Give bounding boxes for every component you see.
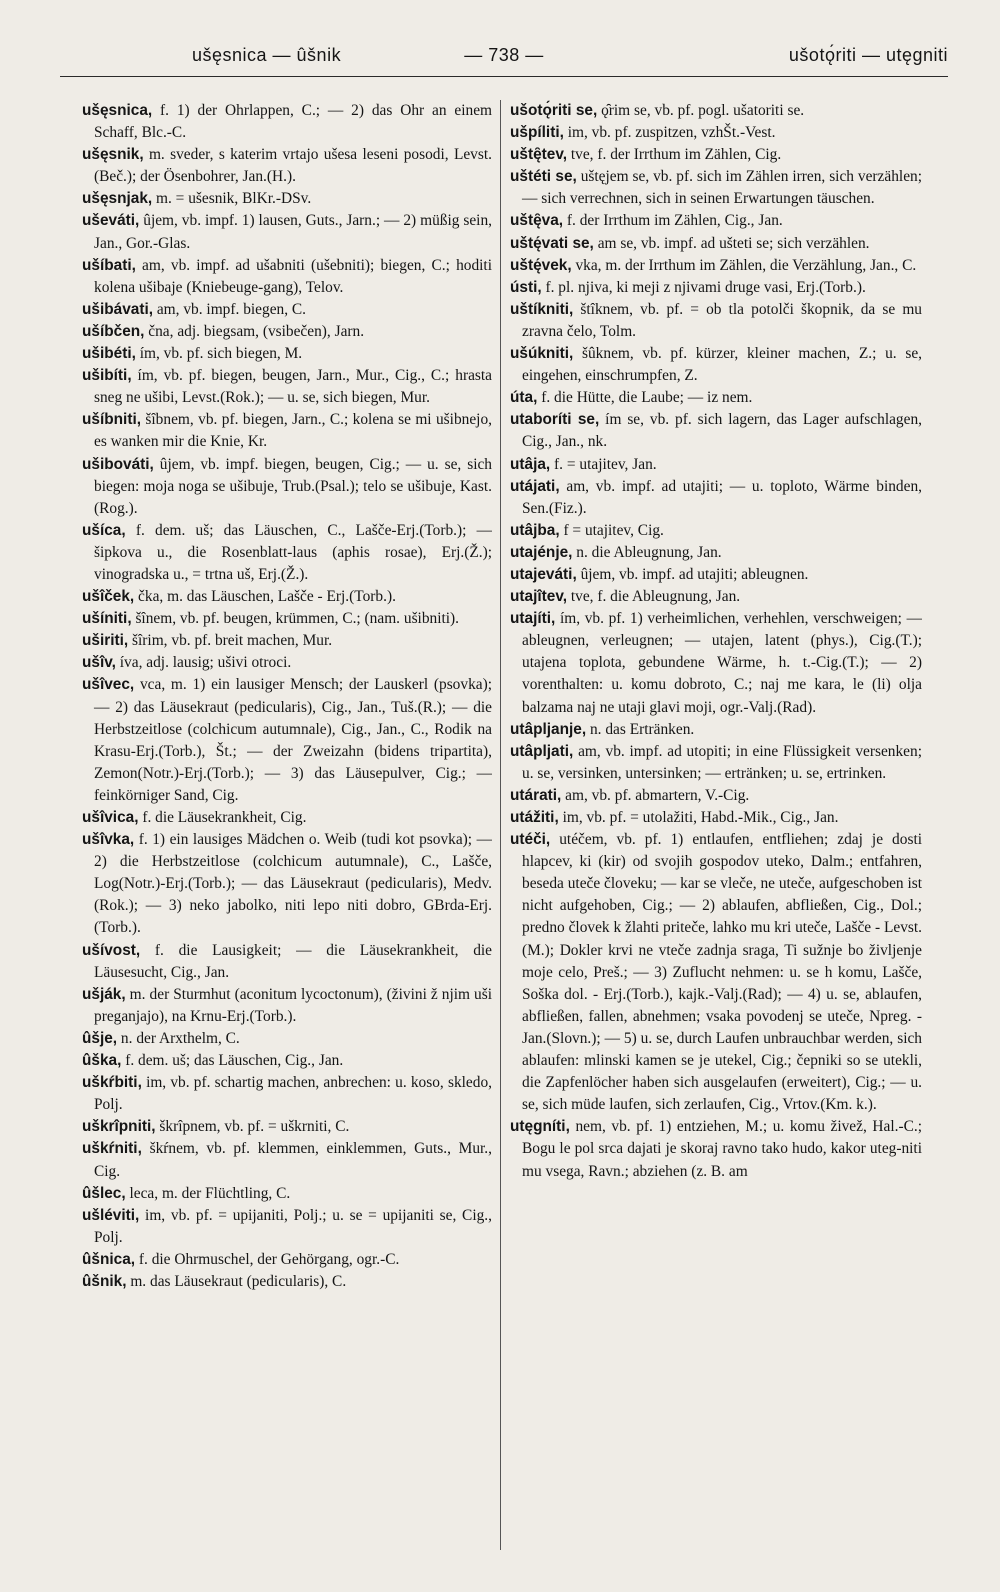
dictionary-entry xyxy=(82,299,492,321)
entry-definition: ûjem, vb. impf. ad utajiti; ableugnen. xyxy=(576,565,809,583)
entry-headword: ušpíliti, xyxy=(510,124,564,142)
entry-headword: uštę̑va, xyxy=(510,212,564,230)
entry-headword: ušęsnica, xyxy=(82,102,153,119)
entry-headword: utęgníti, xyxy=(510,1118,570,1136)
entry-headword: uškrîpniti, xyxy=(82,1118,156,1136)
dictionary-entry xyxy=(510,343,922,387)
entry-headword: ûška, xyxy=(82,1052,122,1070)
running-header xyxy=(60,40,948,77)
entry-definition: ím, vb. pf. sich biegen, M. xyxy=(135,345,303,363)
dictionary-entry xyxy=(82,1028,492,1050)
dictionary-entry xyxy=(510,719,922,741)
entry-definition: ím, vb. pf. biegen, beugen, Jarn., Mur., Cig., C.; hrasta sneg ne ušibi, Levst.(Rok.); — u. se, sich biegen, Mur. xyxy=(94,367,492,407)
entry-headword: utâpljanje, xyxy=(510,720,587,738)
entry-headword: ušîček, xyxy=(82,588,135,606)
entry-definition: m. = ušesnik, BlKr.-DSv. xyxy=(152,190,312,208)
entry-headword: utéči, xyxy=(510,831,551,849)
entry-definition: nem, vb. pf. 1) entziehen, M.; u. komu živež, Hal.-C.; Bogu le pol srca dajati je skoraj ravno tako hudo, kakor uteg-niti mu vsega, Ravn.; abziehen (z. B. am xyxy=(522,1118,922,1180)
entry-definition: am, vb. impf. ad utopiti; in eine Flüssigkeit versenken; u. se, versinken, untersinken; — ertränken; u. se, ertrinken. xyxy=(522,742,922,782)
header-left-guide-words: ušęsnica — ûšnik xyxy=(192,45,342,65)
dictionary-entry xyxy=(510,829,922,1116)
entry-headword: ušíbčen, xyxy=(82,322,145,340)
entry-headword: uševáti, xyxy=(82,212,140,230)
entry-definition: im, vb. pf. zuspitzen, vzhŠt.-Vest. xyxy=(563,124,776,142)
entry-headword: ušúkniti, xyxy=(510,345,574,363)
entry-headword: utâja, xyxy=(510,455,551,473)
entry-definition: n. der Arxthelm, C. xyxy=(117,1029,240,1047)
entry-definition: ûjem, vb. impf. biegen, beugen, Cig.; — u. se, sich biegen: moja noga se ušibuje, Trub.(Psal.); telo se ušibuje, Kast.(Rog.). xyxy=(94,455,492,517)
entry-definition: šîrim, vb. pf. breit machen, Mur. xyxy=(128,632,333,650)
dictionary-entry xyxy=(510,233,922,255)
entry-headword: utâpljati, xyxy=(510,742,574,760)
entry-headword: ušíbati, xyxy=(82,256,136,274)
entry-definition: am, vb. pf. abmartern, V.-Cig. xyxy=(561,786,750,804)
dictionary-entry xyxy=(82,984,492,1028)
dictionary-entry xyxy=(82,1183,492,1205)
entry-headword: ûšnica, xyxy=(82,1250,136,1268)
entry-headword: uštę́vati se, xyxy=(510,234,594,252)
entry-headword: ušîv, xyxy=(82,654,116,672)
dictionary-entry xyxy=(510,542,922,564)
entry-headword: uštéti se, xyxy=(510,168,577,186)
entry-definition: škŕnem, vb. pf. klemmen, einklemmen, Guts., Mur., Cig. xyxy=(94,1140,492,1180)
entry-definition: leca, m. der Flüchtling, C. xyxy=(125,1184,291,1202)
entry-headword: utajénje, xyxy=(510,543,573,561)
left-column xyxy=(82,100,492,1568)
entry-definition: m. sveder, s katerim vrtajo ušesa leseni posodi, Levst.(Beč.); der Ösenbohrer, Jan.(H.). xyxy=(94,146,492,186)
dictionary-entry xyxy=(82,940,492,984)
entry-headword: uštę̑tev, xyxy=(510,146,568,164)
entry-headword: utaboríti se, xyxy=(510,411,600,429)
entry-headword: ušíbniti, xyxy=(82,411,141,429)
entry-headword: uštę́vek, xyxy=(510,256,572,274)
entry-headword: ûšje, xyxy=(82,1029,118,1047)
entry-definition: vka, m. der Irrthum im Zählen, die Verzählung, Jan., C. xyxy=(571,256,917,274)
entry-headword: ušîvec, xyxy=(82,676,135,694)
entry-headword: ušléviti, xyxy=(82,1206,140,1224)
entry-definition: utéčem, vb. pf. 1) entlaufen, entfliehen; zdaj je dosti hlapcev, ki (kir) od svojih gospodov uteko, Dalm.; entfahren, beseda uteče človeku; — kar se vleče, ne uteče, aufgeschoben ist nicht aufgehoben, Cig.; — 2) ablaufen, abfließen, Cig., Dol.; predno človek k žlahti priteče, lahko mu kri uteče, Lašče - Levst.(M.); Dokler krvi ne vteče zadnja sraga, Ti sužnje bo življenje moje celo, Preš.; — 3) Zuflucht nehmen: u. se h komu, Lašče, Soška dol. - Erj.(Torb.), kajk.-Valj.(Rad); — 4) u. se, ablaufen, abfließen, fallen, abnehmen; vsaka povodenj se uteče, Npreg. - Jan.(Slovn.); — 5) u. se, durch Laufen unbrauchbar werden, sich ablaufen: mlinski kamen se je utekel, Cig.; čepniki so se utekli, die Zapfenlöcher haben sich ausgelaufen (erweitert), Cig.; — u. se, sich müde laufen, sich zerlaufen, Cig., Vrtov.(Km. k.). xyxy=(522,831,922,1114)
dictionary-entry xyxy=(510,144,922,166)
entry-definition: šînem, vb. pf. beugen, krümmen, C.; (nam. ušibniti). xyxy=(131,610,460,628)
entry-definition: im, vb. pf. = utolažiti, Habd.-Mik., Cig., Jan. xyxy=(558,809,839,826)
header-right-guide-words: ušotǫ́riti — utęgniti xyxy=(788,45,948,65)
entry-definition: f. die Läusekrankheit, Cig. xyxy=(138,809,307,826)
dictionary-entry xyxy=(510,409,922,453)
entry-definition: n. die Ableugnung, Jan. xyxy=(572,543,722,561)
entry-definition: f. 1) ein lausiges Mädchen o. Weib (tudi kot psovka); — 2) die Herbstzeitlose (colchicum autumnale), C., Lašče, Log(Notr.)-Erj.(Torb.); — das Läusekraut (pedicularis), Medv.(Rok.); — 3) neko jabolko, niti lepo niti dobro, GBrda-Erj.(Torb.). xyxy=(94,831,492,937)
dictionary-entry xyxy=(510,586,922,608)
entry-headword: utâjba, xyxy=(510,521,560,539)
entry-headword: ûšlec, xyxy=(82,1184,126,1202)
dictionary-entry xyxy=(82,255,492,299)
entry-definition: f. die Ohrmuschel, der Gehörgang, ogr.-C. xyxy=(135,1250,400,1268)
dictionary-entry xyxy=(510,166,922,210)
dictionary-entry xyxy=(510,299,922,343)
entry-definition: m. das Läusekraut (pedicularis), C. xyxy=(126,1272,347,1290)
entry-definition: ím, vb. pf. 1) verheimlichen, verhehlen, verschweigen; — ableugnen, verleugnen; — utajen, latent (phys.), Cig.(T.); utajena toplota, gebundene Wärme, h. t.-Cig.(T.); — 2) vorenthalten: u. komu dobroto, C.; naj me kara, le (li) olja balzama naj ne utaji glavi moji, ogr.-Valj.(Rad). xyxy=(522,610,922,716)
dictionary-entry xyxy=(510,454,922,476)
entry-headword: utajîtev, xyxy=(510,588,568,606)
entry-headword: ušibávati, xyxy=(82,300,153,318)
dictionary-entry xyxy=(510,564,922,586)
dictionary-entry xyxy=(82,188,492,210)
page-number: — 738 — xyxy=(464,45,544,65)
dictionary-entry xyxy=(82,608,492,630)
entry-headword: ušíca, xyxy=(82,521,126,539)
entry-headword: ušibíti, xyxy=(82,367,132,385)
dictionary-entry xyxy=(82,1205,492,1249)
dictionary-entry xyxy=(510,1116,922,1182)
entry-definition: f. die Hütte, die Laube; — iz nem. xyxy=(537,389,753,407)
dictionary-entry xyxy=(82,630,492,652)
dictionary-entry xyxy=(82,674,492,807)
dictionary-entry xyxy=(510,122,922,144)
dictionary-entry xyxy=(82,1050,492,1072)
entry-headword: utajeváti, xyxy=(510,565,577,583)
dictionary-entry xyxy=(510,277,922,299)
dictionary-entry xyxy=(510,387,922,409)
entry-headword: ušîvica, xyxy=(82,809,139,826)
dictionary-entry xyxy=(82,144,492,188)
entry-definition: íva, adj. lausig; ušivi otroci. xyxy=(115,654,292,672)
dictionary-entry xyxy=(82,1072,492,1116)
dictionary-entry xyxy=(82,1271,492,1293)
dictionary-entry xyxy=(82,343,492,365)
dictionary-entry xyxy=(510,608,922,718)
entry-definition: f. = utajitev, Jan. xyxy=(550,455,657,473)
entry-definition: f. dem. uš; das Läuschen, C., Lašče-Erj.(Torb.); — šipkova u., die Rosenblatt-laus (aphis rosae), Erj.(Ž.); vinogradska u., = trtna uš, Erj.(Ž.). xyxy=(94,521,492,583)
entry-definition: šûknem, vb. pf. kürzer, kleiner machen, Z.; u. se, eingehen, einschrumpfen, Z. xyxy=(522,345,922,385)
entry-headword: ušęsnik, xyxy=(82,146,144,164)
dictionary-entry xyxy=(82,1138,492,1182)
entry-definition: tve, f. die Ableugnung, Jan. xyxy=(567,588,741,606)
entry-definition: am, vb. impf. ad utajiti; — u. toploto, Wärme binden, Sen.(Fiz.). xyxy=(522,477,922,517)
entry-definition: šîbnem, vb. pf. biegen, Jarn., C.; kolena se mi ušibnejo, es wanken mir die Knie, Kr. xyxy=(94,411,492,451)
entry-definition: vca, m. 1) ein lausiger Mensch; der Lauskerl (psovka); — 2) das Läusekraut (pedicularis), Cig., Jan., Tuš.(R.); — die Herbstzeitlose (colchicum autumnale), Cig., Jan., C., Rodik na Krasu-Erj.(Torb.), Št.; — der Zweizahn (bidens tripartita), Zemon(Notr.)-Erj.(Torb.); — 3) das Läusepulver, Cig.; — feinkörniger Sand, Cig. xyxy=(94,676,492,804)
dictionary-entry xyxy=(510,476,922,520)
entry-headword: ušják, xyxy=(82,985,126,1003)
entry-headword: ušibováti, xyxy=(82,455,154,473)
entry-headword: ušívost, xyxy=(82,941,141,959)
entry-headword: úta, xyxy=(510,389,538,407)
dictionary-entry xyxy=(82,321,492,343)
entry-headword: ûšnik, xyxy=(82,1272,127,1290)
entry-definition: im, vb. pf. = upijaniti, Polj.; u. se = upijaniti se, Cig., Polj. xyxy=(94,1206,492,1246)
entry-definition: ûjem, vb. impf. 1) lausen, Guts., Jarn.; — 2) müßig sein, Jan., Gor.-Glas. xyxy=(94,212,492,252)
dictionary-entry xyxy=(510,210,922,232)
entry-definition: f. 1) der Ohrlappen, C.; — 2) das Ohr an einem Schaff, Blc.-C. xyxy=(94,102,492,142)
entry-headword: utárati, xyxy=(510,786,562,804)
entry-headword: ústi, xyxy=(510,278,542,296)
entry-definition: ǫ̑rim se, vb. pf. pogl. ušatoriti se. xyxy=(597,102,805,119)
entry-headword: uširiti, xyxy=(82,632,129,650)
entry-definition: ím se, vb. pf. sich lagern, das Lager aufschlagen, Cig., Jan., nk. xyxy=(522,411,922,451)
entry-definition: f. der Irrthum im Zählen, Cig., Jan. xyxy=(563,212,783,230)
entry-headword: utajíti, xyxy=(510,610,556,628)
entry-definition: čka, m. das Läuschen, Lašče - Erj.(Torb.). xyxy=(134,588,396,606)
entry-definition: am, vb. impf. biegen, C. xyxy=(153,300,307,318)
column-divider xyxy=(500,100,501,1550)
dictionary-entry xyxy=(82,652,492,674)
entry-headword: ušîvka, xyxy=(82,831,135,849)
entry-definition: škrîpnem, vb. pf. = uškrniti, C. xyxy=(155,1118,350,1136)
entry-headword: utájati, xyxy=(510,477,560,495)
dictionary-entry xyxy=(510,100,922,122)
dictionary-entry xyxy=(510,741,922,785)
right-column xyxy=(510,100,922,1568)
dictionary-entry xyxy=(82,807,492,829)
entry-definition: n. das Ertränken. xyxy=(586,720,695,738)
dictionary-entry xyxy=(82,210,492,254)
entry-definition: am se, vb. impf. ad ušteti se; sich verzählen. xyxy=(593,234,870,252)
dictionary-entry xyxy=(82,1116,492,1138)
entry-headword: ušęsnjak, xyxy=(82,190,153,208)
dictionary-entry xyxy=(82,520,492,586)
dictionary-entry xyxy=(82,409,492,453)
dictionary-entry xyxy=(82,829,492,939)
dictionary-entry xyxy=(82,586,492,608)
entry-headword: uštíkniti, xyxy=(510,300,574,318)
entry-definition: f = utajitev, Cig. xyxy=(559,521,664,539)
entry-headword: uškŕbiti, xyxy=(82,1074,142,1092)
entry-definition: uštęjem se, vb. pf. sich im Zählen irren, sich verzählen; — sich verrechnen, sich in seinen Erwartungen täuschen. xyxy=(522,168,922,208)
entry-definition: f. dem. uš; das Läuschen, Cig., Jan. xyxy=(121,1052,344,1070)
entry-headword: uškŕniti, xyxy=(82,1140,142,1158)
entry-definition: čna, adj. biegsam, (vsibečen), Jarn. xyxy=(144,322,365,340)
dictionary-entry xyxy=(82,454,492,520)
entry-definition: tve, f. der Irrthum im Zählen, Cig. xyxy=(567,146,782,164)
entry-definition: štîknem, vb. pf. = ob tla potolči škopnik, da se mu zravna čelo, Tolm. xyxy=(522,300,922,340)
dictionary-entry xyxy=(82,100,492,144)
entry-definition: f. pl. njiva, ki meji z njivami druge vasi, Erj.(Torb.). xyxy=(541,278,866,296)
dictionary-entry xyxy=(510,520,922,542)
entry-definition: m. der Sturmhut (aconitum lycoctonum), (živini ž njim uši preganjajo), na Krnu-Erj.(Torb.). xyxy=(94,985,492,1025)
dictionary-entry xyxy=(510,785,922,807)
dictionary-entry xyxy=(82,1249,492,1271)
dictionary-entry xyxy=(510,807,922,829)
entry-definition: im, vb. pf. schartig machen, anbrechen: u. koso, skledo, Polj. xyxy=(94,1074,492,1114)
dictionary-entry xyxy=(510,255,922,277)
entry-headword: ušíniti, xyxy=(82,610,132,628)
entry-headword: ušibéti, xyxy=(82,345,136,363)
entry-definition: f. die Lausigkeit; — die Läusekrankheit, die Läusesucht, Cig., Jan. xyxy=(94,941,492,981)
entry-definition: am, vb. impf. ad ušabniti (ušebniti); biegen, C.; hoditi kolena ušibaje (Kniebeuge-gang), Telov. xyxy=(94,256,492,296)
entry-headword: utážiti, xyxy=(510,809,559,826)
entry-headword: ušotǫ́riti se, xyxy=(510,102,598,119)
dictionary-entry xyxy=(82,365,492,409)
